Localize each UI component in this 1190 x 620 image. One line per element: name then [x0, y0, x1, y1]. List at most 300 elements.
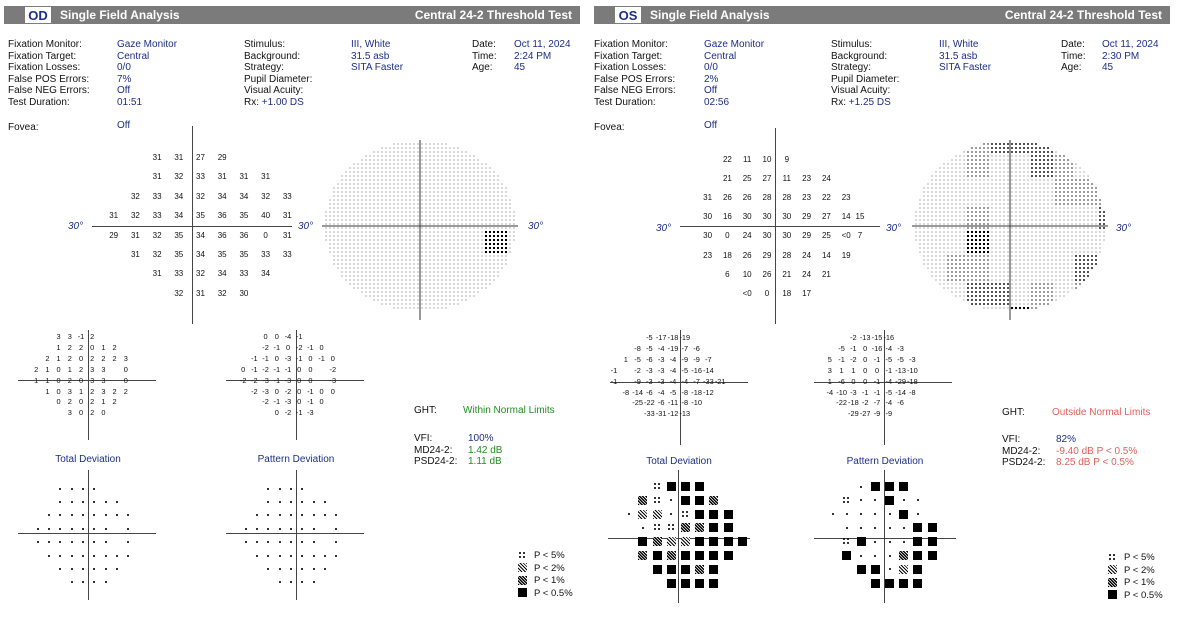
probability-symbol — [245, 541, 247, 543]
td-value: -6 — [657, 398, 665, 408]
pd-value: -1 — [273, 397, 281, 407]
os-info-values-2-4 — [939, 85, 991, 97]
probability-symbol — [71, 528, 73, 530]
probability-symbol — [842, 537, 851, 546]
td-value: 2 — [67, 353, 72, 363]
probability-symbol — [653, 510, 662, 519]
os-info-labels-1-1: Fixation Target: — [594, 50, 663, 62]
threshold-value: 36 — [217, 211, 227, 221]
threshold-value: 33 — [152, 211, 162, 221]
td-value: 2 — [123, 386, 128, 396]
probability-symbol — [860, 486, 862, 488]
os-info-labels-1-0: Fixation Monitor: — [594, 39, 668, 50]
probability-symbol — [59, 501, 61, 503]
threshold-value: 31 — [130, 250, 140, 259]
probability-symbol — [335, 514, 337, 516]
os-vfi-label: VFI: — [1002, 434, 1021, 445]
pd-value: -4 — [885, 376, 893, 386]
od-deg-right: 30° — [298, 221, 314, 232]
os-info-values-1-6 — [704, 109, 764, 121]
od-info-labels-1-3: False POS Errors: — [8, 73, 90, 85]
os-legend-p1: P < 1% — [1124, 577, 1155, 588]
od-td-label: Total Deviation — [55, 454, 121, 465]
od-md-label: MD24-2: — [414, 444, 453, 456]
td-value: 0 — [123, 375, 128, 385]
threshold-value: 35 — [239, 211, 249, 221]
probability-symbol — [670, 513, 672, 515]
pd-value: -1 — [295, 408, 303, 418]
pd-value: 0 — [308, 353, 313, 363]
td-value: 2 — [67, 342, 72, 352]
td-value: 3 — [90, 375, 95, 385]
probability-symbol — [846, 513, 848, 515]
threshold-value: 30 — [762, 231, 772, 241]
pd-value: -22 — [836, 398, 847, 408]
od-psd-label: PSD24-2: — [414, 456, 458, 467]
td-value: 1 — [34, 375, 39, 385]
pd-value: 0 — [308, 364, 313, 374]
threshold-value: 30 — [239, 288, 249, 298]
probability-symbol — [301, 514, 303, 516]
probability-symbol — [874, 541, 876, 543]
td-value: -2 — [634, 365, 641, 375]
threshold-value: 35 — [217, 250, 227, 259]
probability-symbol — [928, 537, 937, 546]
pd-value: -10 — [907, 365, 918, 375]
td-value: -8 — [681, 387, 689, 397]
probability-symbol — [667, 551, 676, 560]
threshold-value: 34 — [261, 269, 271, 279]
pd-value: 0 — [863, 343, 868, 353]
td-value: -3 — [657, 365, 665, 375]
pd-value: -1 — [273, 342, 281, 352]
threshold-value: 31 — [703, 193, 713, 203]
probability-symbol — [667, 579, 676, 588]
probability-symbol — [82, 568, 84, 570]
td-value: -3 — [657, 354, 665, 364]
threshold-value: 31 — [261, 172, 271, 182]
td-value: -6 — [693, 343, 700, 353]
td-value: -3 — [646, 376, 653, 386]
probability-symbol — [695, 551, 704, 560]
pd-value: -1 — [262, 353, 269, 363]
probability-symbol — [59, 528, 61, 530]
probability-symbol — [324, 568, 326, 570]
td-value: 1 — [623, 354, 628, 364]
pd-value: -1 — [885, 365, 893, 375]
od-info-labels-1 — [8, 39, 90, 134]
threshold-value: 31 — [152, 269, 162, 279]
threshold-value: 29 — [217, 153, 227, 162]
threshold-value: 28 — [762, 193, 772, 203]
pd-value: -2 — [239, 375, 247, 385]
td-value: 1 — [101, 342, 106, 352]
probability-symbol — [267, 501, 269, 503]
probability-symbol — [93, 581, 95, 583]
pd-value: -1 — [251, 353, 258, 363]
pd-value: -2 — [262, 364, 269, 374]
threshold-value: 22 — [722, 155, 732, 164]
probability-symbol — [267, 541, 269, 543]
pd-value: -1 — [295, 353, 303, 363]
td-value: 1 — [78, 386, 84, 396]
probability-symbol — [913, 523, 922, 532]
td-value: 3 — [90, 364, 95, 374]
pd-value: -2 — [295, 342, 303, 352]
od-info-values-1-3: 7% — [117, 73, 132, 85]
probability-symbol — [842, 496, 851, 505]
pd-value: -1 — [307, 342, 314, 352]
od-psd-value: 1.11 dB — [468, 456, 502, 467]
probability-symbol — [82, 555, 84, 557]
probability-symbol — [889, 541, 891, 543]
td-value: 0 — [123, 364, 128, 374]
pd-value: 3 — [827, 365, 832, 375]
probability-symbol — [653, 537, 662, 546]
os-report-title: Single Field Analysis — [650, 8, 770, 22]
probability-symbol — [290, 581, 292, 583]
probability-symbol — [724, 523, 733, 532]
threshold-value: 35 — [174, 250, 184, 259]
od-legend-p5: P < 5% — [534, 550, 565, 561]
probability-symbol — [127, 541, 129, 543]
os-rx — [831, 97, 891, 109]
threshold-value: 14 — [821, 250, 831, 260]
threshold-value: 33 — [261, 250, 271, 259]
od-stats-labels — [414, 433, 457, 468]
probability-symbol — [37, 528, 39, 530]
td-value: 3 — [101, 375, 106, 385]
od-rx-value: +1.00 DS — [261, 97, 304, 108]
os-legend-p5: P < 5% — [1124, 552, 1155, 563]
td-value: -1 — [77, 332, 85, 341]
threshold-value: 9 — [784, 155, 790, 164]
threshold-value: 31 — [217, 172, 227, 182]
td-value: -5 — [646, 343, 653, 353]
td-value: 3 — [67, 332, 72, 341]
td-value: 0 — [56, 397, 61, 407]
probability-symbol — [290, 555, 292, 557]
threshold-value: 34 — [217, 191, 227, 201]
probability-symbol — [653, 565, 662, 574]
os-md-label: MD24-2: — [1002, 445, 1041, 457]
probability-symbol — [681, 523, 690, 532]
td-value: 3 — [56, 332, 61, 341]
od-legend-p2: P < 2% — [534, 562, 565, 574]
probability-symbol — [709, 579, 718, 588]
threshold-value: 23 — [802, 174, 812, 184]
pd-value: -4 — [826, 387, 834, 397]
os-info-values-2-1: 31.5 asb — [939, 50, 978, 62]
probability-symbol — [899, 510, 908, 519]
od-info-values-1-1: Central — [117, 50, 150, 62]
td-value: -5 — [681, 365, 689, 375]
os-info-values-1-2: 0/0 — [704, 62, 718, 74]
threshold-value: 29 — [762, 250, 772, 260]
probability-symbol — [82, 488, 84, 490]
td-value: 2 — [45, 353, 50, 363]
threshold-value: 34 — [174, 191, 184, 201]
td-value: 1 — [45, 364, 50, 374]
probability-symbol — [724, 551, 733, 560]
os-date-labels-2: Age: — [1061, 62, 1082, 74]
probability-symbol — [874, 499, 876, 501]
threshold-value: 21 — [821, 269, 831, 279]
probability-symbol — [913, 579, 922, 588]
od-legend-p1: P < 1% — [534, 575, 565, 586]
pd-value: -1 — [284, 364, 292, 374]
pd-value: 0 — [319, 342, 324, 352]
pd-value: -8 — [909, 387, 916, 397]
od-info-values-2-4 — [351, 85, 403, 97]
threshold-value: 35 — [174, 230, 184, 240]
td-value: -14 — [703, 365, 714, 375]
td-value: -10 — [691, 398, 702, 408]
od-info-labels-1-0: Fixation Monitor: — [8, 39, 82, 50]
pd-value: -3 — [284, 353, 292, 363]
td-value: -19 — [667, 343, 679, 353]
threshold-value: 0 — [764, 288, 770, 298]
pd-value: -3 — [850, 387, 857, 397]
pd-value: 0 — [285, 342, 291, 352]
probability-symbol — [681, 496, 690, 505]
threshold-value: 7 — [857, 231, 863, 240]
threshold-value: 29 — [802, 231, 812, 241]
probability-symbol — [59, 555, 61, 557]
threshold-value: 28 — [782, 193, 792, 203]
probability-symbol — [860, 499, 862, 501]
threshold-value: <0 — [742, 288, 752, 298]
threshold-value: 31 — [130, 230, 140, 240]
probability-symbol — [857, 537, 866, 546]
threshold-value: 18 — [722, 250, 732, 260]
threshold-value: 36 — [239, 230, 249, 240]
pd-value: -2 — [329, 364, 337, 374]
threshold-value: 33 — [282, 250, 292, 259]
probability-symbol — [93, 541, 95, 543]
od-eye-badge: OD — [24, 6, 52, 24]
probability-symbol — [695, 496, 704, 505]
probability-symbol — [681, 537, 690, 546]
td-value: 2 — [90, 332, 95, 341]
probability-symbol — [279, 568, 281, 570]
pd-value: -2 — [262, 397, 269, 407]
probability-symbol — [313, 501, 315, 503]
td-value: 0 — [78, 353, 84, 363]
od-pdp-vaxis — [296, 470, 297, 600]
probability-symbol — [82, 541, 84, 543]
probability-symbol — [48, 555, 50, 557]
td-value: -1 — [610, 365, 618, 375]
od-date-labels-0: Date: — [472, 39, 496, 50]
pd-value: -1 — [838, 354, 845, 364]
pd-value: -2 — [262, 342, 269, 352]
probability-symbol — [695, 537, 704, 546]
pd-value: -3 — [329, 375, 337, 385]
probability-symbol — [116, 555, 118, 557]
probability-symbol — [324, 555, 326, 557]
threshold-value: 33 — [152, 191, 162, 201]
pd-value: -1 — [273, 375, 281, 385]
os-info-values-1-1: Central — [704, 50, 737, 62]
td-value: -7 — [705, 354, 712, 364]
od-info-values-1-6 — [117, 109, 177, 121]
probability-symbol — [899, 551, 908, 560]
od-info-values-1-2: 0/0 — [117, 62, 131, 74]
os-info-labels-2-3: Pupil Diameter: — [831, 73, 900, 85]
probability-symbol — [290, 501, 292, 503]
od-grayscale-plot — [322, 140, 518, 320]
probability-symbol — [874, 555, 876, 557]
threshold-value: 19 — [841, 250, 851, 260]
probability-symbol — [653, 496, 662, 505]
probability-symbol — [116, 514, 118, 516]
probability-symbol — [82, 514, 84, 516]
od-vfi-label: VFI: — [414, 433, 433, 444]
threshold-value: 33 — [282, 191, 292, 201]
threshold-value: 32 — [196, 269, 205, 279]
pd-value: 0 — [263, 332, 268, 341]
td-value: -18 — [667, 333, 679, 342]
probability-symbol — [842, 551, 851, 560]
threshold-value: 34 — [196, 230, 205, 240]
probability-symbol — [279, 541, 281, 543]
threshold-value: 30 — [742, 212, 752, 222]
probability-symbol — [93, 528, 95, 530]
pd-value: -14 — [895, 387, 906, 397]
td-value: -6 — [646, 354, 653, 364]
od-header-bar — [4, 6, 580, 24]
td-value: -8 — [681, 398, 689, 408]
probability-symbol — [903, 499, 905, 501]
threshold-value: 24 — [821, 174, 831, 184]
probability-symbol — [301, 501, 303, 503]
probability-symbol — [889, 555, 891, 557]
od-info-values-2-1: 31.5 asb — [351, 50, 390, 62]
pd-value: 0 — [863, 376, 868, 386]
probability-symbol — [82, 581, 84, 583]
threshold-value: 32 — [130, 191, 140, 201]
os-info-values-1-0: Gaze Monitor — [704, 39, 765, 50]
od-info-labels-2 — [244, 39, 312, 97]
threshold-value: 32 — [152, 250, 162, 259]
probability-symbol — [93, 555, 95, 557]
td-value: 0 — [78, 408, 84, 418]
threshold-value: 23 — [841, 193, 851, 203]
probability-symbol — [290, 568, 292, 570]
probability-symbol — [857, 565, 866, 574]
os-info-values-2 — [939, 39, 991, 97]
pd-value: -18 — [907, 376, 918, 386]
os-stats-labels — [1002, 434, 1045, 469]
probability-symbol — [37, 541, 39, 543]
td-value: 2 — [78, 342, 84, 352]
threshold-value: 31 — [109, 211, 119, 221]
threshold-value: 25 — [821, 231, 831, 241]
od-info-values-2-0: III, White — [351, 39, 391, 50]
probability-symbol — [709, 551, 718, 560]
td-value: 0 — [56, 386, 61, 396]
threshold-value: 23 — [703, 250, 713, 260]
pd-value: -6 — [838, 376, 845, 386]
probability-symbol — [279, 501, 281, 503]
os-thr-haxis — [680, 226, 880, 227]
threshold-value: 30 — [782, 212, 792, 222]
pd-value: -2 — [861, 398, 869, 408]
td-value: 1 — [56, 353, 61, 363]
od-info-labels-1-6 — [8, 109, 90, 121]
td-value: 1 — [101, 397, 106, 407]
threshold-value: 27 — [821, 212, 831, 222]
probability-symbol — [116, 568, 118, 570]
probability-symbol — [335, 528, 337, 530]
threshold-value: 26 — [722, 193, 732, 203]
pd-value: -3 — [262, 386, 269, 396]
od-pdp-haxis — [226, 533, 364, 534]
pd-value: -1 — [861, 387, 869, 397]
td-value: 0 — [101, 408, 106, 418]
pd-value: -3 — [897, 343, 904, 353]
od-info-values-1-4: Off — [117, 85, 131, 97]
probability-symbol — [709, 523, 718, 532]
probability-symbol — [928, 523, 937, 532]
os-info-values-2-2: SITA Faster — [939, 62, 992, 74]
threshold-value: 10 — [762, 155, 772, 164]
pd-value: -3 — [284, 397, 292, 407]
threshold-value: 11 — [782, 174, 791, 184]
probability-symbol — [245, 528, 247, 530]
probability-symbol — [279, 555, 281, 557]
pd-value: 0 — [297, 375, 302, 385]
td-value: 2 — [112, 397, 117, 407]
od-info-labels-1-4: False NEG Errors: — [8, 85, 90, 97]
probability-symbol — [724, 537, 733, 546]
td-value: 3 — [123, 353, 128, 363]
probability-symbol — [724, 510, 733, 519]
od-md-value: 1.42 dB — [468, 444, 503, 456]
pd-value: -3 — [262, 375, 269, 385]
probability-symbol — [860, 555, 862, 557]
pd-value: -6 — [897, 398, 904, 408]
probability-symbol — [127, 555, 129, 557]
os-info-values-1-7: Off — [704, 120, 718, 132]
os-info-values-2-3 — [939, 74, 991, 86]
td-value: 3 — [101, 364, 106, 374]
threshold-value: 21 — [722, 174, 732, 184]
threshold-value: 35 — [196, 211, 205, 221]
pd-value: 0 — [274, 386, 279, 396]
os-date-labels-1: Time: — [1061, 50, 1086, 62]
probability-symbol — [324, 501, 326, 503]
td-value: 2 — [90, 408, 95, 418]
od-gs-deg-right: 30° — [528, 221, 544, 232]
pd-value: -2 — [284, 408, 292, 418]
pd-value: -2 — [850, 333, 857, 342]
od-date-values-2: 45 — [514, 62, 526, 74]
probability-symbol — [256, 555, 258, 557]
probability-symbol — [899, 579, 908, 588]
probability-symbol — [127, 528, 129, 530]
probability-symbol — [290, 541, 292, 543]
pd-value: -1 — [273, 364, 281, 374]
probability-symbol — [301, 568, 303, 570]
pd-value: -3 — [909, 354, 916, 364]
probability-symbol — [709, 537, 718, 546]
pd-value: -1 — [318, 353, 325, 363]
td-value: 2 — [67, 397, 72, 407]
od-date-labels-1: Time: — [472, 50, 497, 62]
threshold-value: 30 — [762, 212, 772, 222]
